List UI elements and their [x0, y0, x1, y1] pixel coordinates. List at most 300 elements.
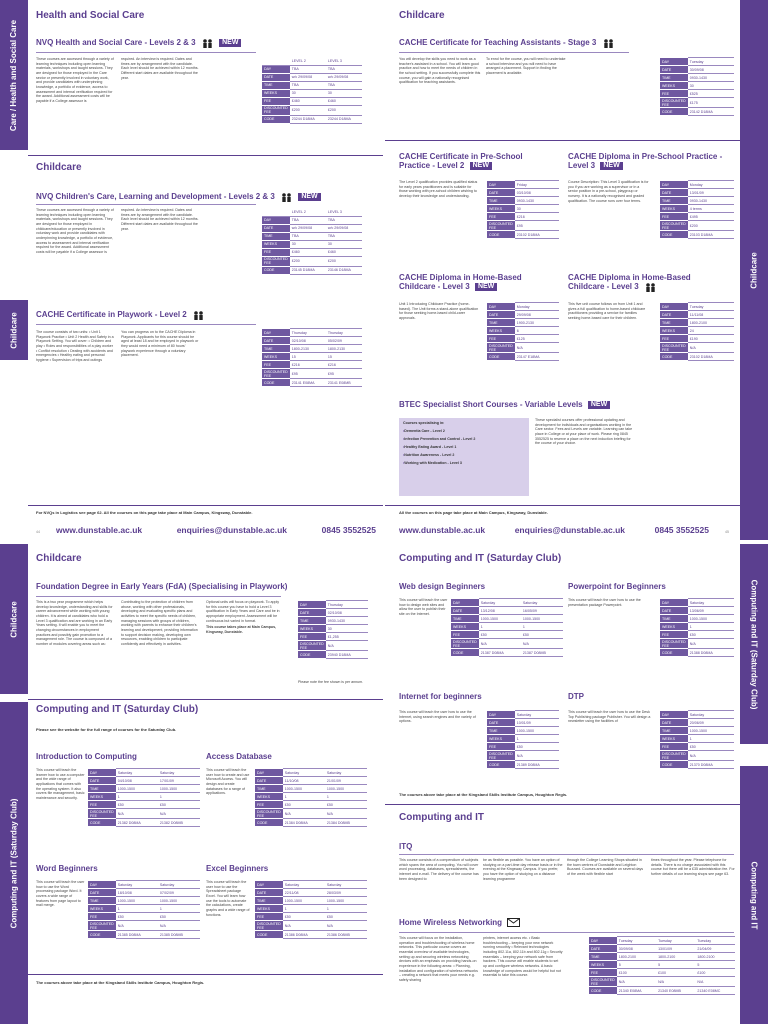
timetable-row [660, 727, 734, 735]
course-description: This course will teach the user how to design web sites and allow the user to publish their site on the Internet. [399, 598, 448, 617]
page-number: 45 [725, 530, 729, 534]
timetable-cell: Tuesday [617, 937, 656, 945]
timetable-row [298, 641, 368, 651]
timetable-row [487, 221, 559, 231]
timetable-cell: 13/06/09 [688, 607, 734, 615]
course-title: Powerpoint for Beginners [568, 582, 666, 591]
timetable-row-label: DAY [262, 65, 290, 73]
timetable-row [660, 58, 734, 66]
timetable-row-label: CODE [660, 231, 688, 239]
timetable-cell: 1800-2100 [617, 953, 656, 961]
timetable-row-label: FEE [660, 335, 688, 343]
timetable-cell: 29/09/08 [515, 311, 559, 319]
timetable-cell: 02/10/08 [290, 337, 326, 345]
timetable-row-label: TIME [88, 897, 116, 905]
timetable-row [255, 931, 367, 939]
timetable-row [262, 105, 362, 115]
timetable-cell: Thursday [290, 329, 326, 337]
timetable-row [487, 327, 559, 335]
course-description: This course will teach the user how to use the Spreadsheet package Excel. You will learn how use the tools to automate the calculations, create graphs and a wide range of functions. [206, 880, 250, 917]
course-title: Web design Beginners [399, 582, 486, 591]
timetable-cell: 30 [515, 205, 559, 213]
timetable-row-label: DAY [487, 181, 515, 189]
timetable-cell: £95 [515, 221, 559, 231]
timetable-row [660, 623, 734, 631]
timetable-row [88, 881, 200, 889]
timetable-cell: £50 [283, 913, 325, 921]
btec-list-item: • Infection Prevention and Control - Level 2 [403, 437, 525, 441]
timetable-cell: 21387 D08MB [521, 649, 563, 657]
course-description: You will develop the skills you need to work as a teacher's assistant in a school. You will learn good practice and how to meet the needs of children in the school setting. If you successfully complete this course, you will gain a nationally recognised qualification for teaching assistants. [399, 57, 481, 85]
timetable-cell: 21340 E08MB [656, 987, 695, 995]
timetable-row [451, 639, 563, 649]
course-title: CACHE Certificate in Playwork - Level 2 [36, 310, 236, 320]
course-title: CACHE Diploma in Home-Based Childcare - Level 3 [568, 273, 691, 292]
side-tab-computing: Computing and IT [740, 766, 768, 1024]
timetable-row [660, 761, 734, 769]
people-icon [192, 310, 205, 320]
timetable-row-label: FEE [262, 248, 290, 256]
course-description: be as flexible as possible. You have an option of studying on a part-time day release basis or in the evening at the Kingsway Campus. If you prefer, you have the option of studying on a distance learning programme [483, 858, 563, 881]
timetable-cell: Saturday [283, 881, 325, 889]
timetable [660, 57, 734, 116]
timetable-row [255, 905, 367, 913]
timetable-cell: 1 [158, 793, 200, 801]
timetable-row-label: FEE [487, 213, 515, 221]
timetable-row-label: DISCOUNTED FEE [90, 921, 114, 930]
timetable-row [660, 751, 734, 761]
people-icon [280, 192, 293, 202]
timetable-row [88, 913, 200, 921]
footer-contacts [56, 525, 376, 535]
timetable-cell: 15 [326, 353, 362, 361]
timetable-row-label: WEEKS [88, 905, 116, 913]
timetable-cell: £95 [290, 369, 326, 379]
timetable-row [589, 937, 735, 945]
timetable-row [660, 303, 734, 311]
timetable-cell: 1000-1500 [283, 897, 325, 905]
timetable-cell: 1 [521, 623, 563, 631]
timetable-cell: 10/01/09 [515, 719, 559, 727]
timetable-row-label: WEEKS [487, 327, 515, 335]
timetable-row [660, 631, 734, 639]
timetable-row [262, 240, 362, 248]
timetable-row-label: FEE [255, 913, 283, 921]
course-title: Internet for beginners [399, 692, 482, 701]
timetable-cell: Saturday [325, 881, 367, 889]
timetable-cell: 13/01/09 [656, 945, 695, 953]
timetable [255, 768, 367, 827]
timetable-row-label: CODE [589, 987, 617, 995]
footer-note: For NVQs in Logistics see page 62. All the courses on this page take place at Main Campus, Kingsway, Dunstable. [36, 510, 253, 515]
fda-text3: Optional units will focus on playwork. To apply for this course you have to hold a Level 3 qualification in Early Years and Care and be in appropriate employment. Assessment will be continuous but varied in format. [206, 600, 280, 623]
course-description: required. An interview is required. Dates and times are by arrangement with the candidate. Each level should be achieved within 12 months. Different start dates are available throughout the year. [121, 57, 199, 80]
page-top-left [0, 0, 383, 540]
timetable [298, 600, 368, 659]
course-description: This course will teach the learner how to use a computer and the wide range of applications that comes with the operating system. It also covers file management, basic maintenance and security. [36, 768, 85, 801]
side-tab-computing-saturday: Computing and IT (Saturday Club) [740, 544, 768, 744]
timetable-row [88, 809, 200, 819]
timetable-row-label: DISCOUNTED FEE [257, 809, 281, 818]
timetable-row-label: CODE [487, 353, 515, 361]
timetable-row [487, 311, 559, 319]
timetable-cell: 28/03/09 [325, 889, 367, 897]
timetable-row [660, 327, 734, 335]
timetable-row [487, 205, 559, 213]
timetable-row [660, 108, 734, 116]
timetable-row [255, 881, 367, 889]
timetable-cell: 30 [326, 89, 362, 97]
timetable-row-label: FEE [262, 361, 290, 369]
timetable-row [487, 719, 559, 727]
timetable-cell: 21385 D08MB [158, 931, 200, 939]
course-description: This course will teach the user how to use the Word processing package Word. It covers a wide range of features from page layout to mail merge. [36, 880, 85, 908]
timetable-cell: 0930-1430 [515, 197, 559, 205]
timetable-cell: Monday [515, 303, 559, 311]
timetable-cell: 17/01/09 [158, 777, 200, 785]
timetable-cell: 30 [326, 625, 368, 633]
timetable-row-label: DAY [451, 599, 479, 607]
timetable-cell: N/A [158, 921, 200, 931]
course-title: Excel Beginners [206, 864, 269, 873]
timetable-row [255, 793, 367, 801]
timetable-cell: Saturday [688, 599, 734, 607]
timetable [660, 710, 734, 769]
side-tab-childcare: Childcare [740, 0, 768, 540]
timetable-row [487, 181, 559, 189]
timetable-cell: 1000-1500 [283, 785, 325, 793]
course-title: Word Beginners [36, 864, 98, 873]
timetable-cell: Saturday [158, 881, 200, 889]
timetable-row-label: TIME [262, 81, 290, 89]
timetable-row [487, 743, 559, 751]
timetable-row [589, 953, 735, 961]
timetable-row [262, 345, 362, 353]
timetable-row-label: DISCOUNTED FEE [264, 106, 288, 114]
timetable-row-label: FEE [262, 97, 290, 105]
timetable-row-label: DISCOUNTED FEE [662, 639, 686, 648]
timetable-cell: 21389 D08MA [515, 761, 559, 769]
footer-contacts [399, 525, 709, 535]
timetable-cell: £216 [515, 213, 559, 221]
page-bottom-left [0, 544, 383, 1024]
timetable [262, 328, 362, 387]
timetable-cell: 13/12/08 [479, 607, 521, 615]
course-title: CACHE Diploma in Pre-School Practice - Level 3 NEW [568, 152, 723, 171]
timetable-row [660, 82, 734, 90]
timetable-cell: 30/09/08 [617, 945, 656, 953]
timetable-row [660, 711, 734, 719]
new-badge: NEW [588, 401, 610, 409]
timetable-cell: £50 [325, 801, 367, 809]
timetable-row [262, 337, 362, 345]
timetable-row-label: DAY [660, 181, 688, 189]
timetable-cell: 1900-2130 [515, 319, 559, 327]
timetable-cell: £460 [326, 97, 362, 105]
timetable-cell: 21340 E08MA [617, 987, 656, 995]
timetable-row [262, 248, 362, 256]
timetable-row-label: DAY [255, 769, 283, 777]
timetable-row [88, 785, 200, 793]
timetable-row [660, 319, 734, 327]
timetable-row-label: DISCOUNTED FEE [300, 641, 324, 650]
timetable-cell: N/A [283, 809, 325, 819]
timetable-cell: £200 [688, 221, 734, 231]
timetable-row-label: TIME [487, 197, 515, 205]
timetable-cell: 1 [116, 905, 158, 913]
timetable-cell: 6 [515, 327, 559, 335]
fda-location: This course takes place at Main Campus, Kingsway, Dunstable. [206, 625, 277, 635]
timetable-row [298, 601, 368, 609]
timetable-row [487, 727, 559, 735]
timetable-row-label: DISCOUNTED FEE [90, 809, 114, 818]
timetable-cell: £50 [688, 631, 734, 639]
timetable-row [660, 639, 734, 649]
side-tab-childcare: Childcare [0, 300, 28, 360]
timetable-cell: £50 [116, 913, 158, 921]
timetable-row [88, 801, 200, 809]
timetable-row [88, 931, 200, 939]
timetable-row-label: DAY [660, 303, 688, 311]
timetable-row-label: DISCOUNTED FEE [591, 977, 615, 986]
section-header: Computing and IT (Saturday Club) [399, 553, 562, 564]
timetable-row [660, 66, 734, 74]
footer-email-link[interactable]: enquiries@dunstable.ac.uk [514, 525, 626, 535]
timetable-cell: 1800-2100 [695, 953, 735, 961]
course-description: To enrol for the course, you will need to undertake a school interview and you will need to have arranged a placement. Support in finding the placement is available. [486, 57, 566, 76]
timetable-cell: £175 [688, 98, 734, 108]
timetable-row-label: WEEKS [451, 623, 479, 631]
timetable-row [88, 819, 200, 827]
timetable-cell: 23142 D18MA [688, 108, 734, 116]
timetable-row-label: DATE [660, 607, 688, 615]
timetable-cell: Tuesday [695, 937, 735, 945]
timetable-cell: £50 [116, 801, 158, 809]
subheader-note: Please see the website for the full range of courses for the Saturday Club. [36, 727, 177, 732]
timetable-row-label: DISCOUNTED FEE [662, 343, 686, 352]
timetable-cell: N/A [325, 921, 367, 931]
section-header: Childcare [36, 553, 82, 564]
footer-web-link[interactable]: www.dunstable.ac.uk [399, 525, 486, 535]
timetable-cell: 1000-1500 [325, 785, 367, 793]
timetable-cell: 0930-1430 [688, 197, 734, 205]
timetable-header-row [262, 208, 362, 216]
timetable [451, 598, 563, 657]
timetable [88, 880, 200, 939]
timetable-cell: N/A [515, 343, 559, 353]
timetable-row-label: WEEKS [660, 623, 688, 631]
timetable-row-label: CODE [262, 266, 290, 274]
timetable-cell: £200 [290, 105, 326, 115]
timetable-row-label: DATE [451, 607, 479, 615]
course-description: The Level 2 qualification provides qualified status for early years practitioners and is suitable for those working with pre-school children wishing to develop their knowledge and understanding. [399, 180, 478, 199]
timetable-cell: 15 [290, 353, 326, 361]
timetable-row [660, 615, 734, 623]
timetable-row-label: WEEKS [660, 205, 688, 213]
timetable-row-label: CODE [660, 649, 688, 657]
timetable-row [487, 319, 559, 327]
new-badge: NEW [470, 162, 492, 170]
timetable-cell: N/A [688, 343, 734, 353]
timetable-row-label: FEE [88, 801, 116, 809]
timetable-cell: 1000-1500 [521, 615, 563, 623]
timetable-cell: £525 [688, 90, 734, 98]
timetable-cell: w/c 29/09/08 [290, 224, 326, 232]
timetable-row-label: FEE [660, 743, 688, 751]
timetable-cell: £190 [688, 335, 734, 343]
timetable-cell: N/A [521, 639, 563, 649]
timetable-cell: 1000-1500 [688, 727, 734, 735]
timetable-cell: 03/10/08 [515, 189, 559, 197]
timetable-row-label: DISCOUNTED FEE [662, 98, 686, 107]
timetable-row-label: WEEKS [589, 961, 617, 969]
timetable-cell: £1,255 [326, 633, 368, 641]
timetable-row [660, 205, 734, 213]
timetable-cell: 21385 D08MA [116, 931, 158, 939]
timetable-row [255, 889, 367, 897]
timetable-row-label: CODE [660, 353, 688, 361]
timetable [487, 302, 559, 361]
timetable-cell: 13/01/09 [688, 189, 734, 197]
section-header: Childcare [399, 10, 445, 21]
timetable-row-label: DATE [255, 777, 283, 785]
timetable-row-label: WEEKS [88, 793, 116, 801]
timetable-row [255, 809, 367, 819]
timetable-row-label: CODE [487, 231, 515, 239]
timetable [255, 880, 367, 939]
section-header: Childcare [36, 162, 82, 173]
people-icon [201, 38, 214, 48]
timetable-cell: TBA [290, 65, 326, 73]
timetable-cell: 5 [617, 961, 656, 969]
timetable-row [255, 819, 367, 827]
timetable-row [487, 735, 559, 743]
timetable-cell: N/A [515, 751, 559, 761]
timetable-cell: 21387 D08MA [479, 649, 521, 657]
timetable-cell: £50 [158, 913, 200, 921]
timetable-row-label: DAY [487, 711, 515, 719]
timetable-cell: N/A [688, 639, 734, 649]
timetable-row [487, 231, 559, 239]
course-title: Foundation Degree in Early Years (FdA) (Specialising in Playwork) [36, 582, 288, 591]
timetable [487, 180, 559, 239]
timetable-row [262, 361, 362, 369]
timetable-row [451, 623, 563, 631]
timetable-row-label: CODE [660, 108, 688, 116]
timetable-row-label: WEEKS [660, 735, 688, 743]
timetable-cell: 1 [283, 793, 325, 801]
timetable-cell: Thursday [326, 329, 362, 337]
timetable-cell: 24 [688, 327, 734, 335]
timetable-row-label: DATE [262, 73, 290, 81]
btec-list-item: • Nutrition Awareness - Level 2 [403, 453, 525, 457]
course-title: Introduction to Computing [36, 752, 137, 761]
timetable-cell: 23103 D18MA [688, 231, 734, 239]
timetable-cell: Saturday [283, 769, 325, 777]
timetable-row-label: FEE [660, 213, 688, 221]
timetable-row-label: DAY [262, 216, 290, 224]
timetable-cell: 1000-1500 [479, 615, 521, 623]
timetable-cell: 0930-1430 [688, 74, 734, 82]
course-title: BTEC Specialist Short Courses - Variable Levels NEW [399, 400, 679, 409]
timetable-cell: 04/10/08 [116, 777, 158, 785]
page-bottom-right [385, 544, 768, 1024]
timetable-row-label: WEEKS [298, 625, 326, 633]
timetable-row [487, 711, 559, 719]
course-title: NVQ Children's Care, Learning and Development - Levels 2 & 3 NEW [36, 192, 336, 202]
timetable-cell: Thursday [326, 601, 368, 609]
timetable [262, 208, 362, 275]
side-tab-care: Care / Health and Social Care [0, 0, 28, 150]
footer-phone: 0845 3552525 [321, 525, 376, 535]
timetable-cell: TBA [326, 65, 362, 73]
new-badge: NEW [298, 193, 320, 201]
timetable-cell: N/A [283, 921, 325, 931]
timetable-row-label: DATE [589, 945, 617, 953]
timetable-row-label: DATE [262, 337, 290, 345]
timetable-cell: £200 [290, 256, 326, 266]
timetable-corner [262, 57, 290, 65]
course-description: These specialist courses offer professional updating and development for individuals and organisations working in the Care sector. Fees and Levels are variable. Learning can take place in College or at your place of work. Please ring 0845 3552525 to reserve a place on the next induction briefing for the course of your choice. [535, 418, 633, 446]
timetable-row-label: CODE [298, 651, 326, 659]
timetable-row [660, 197, 734, 205]
timetable-row-label: DATE [298, 609, 326, 617]
timetable-row [88, 897, 200, 905]
timetable-row [660, 353, 734, 361]
course-title: DTP [568, 692, 584, 701]
timetable-cell: 1 [688, 623, 734, 631]
timetable-row [660, 213, 734, 221]
timetable-row-label: DISCOUNTED FEE [453, 639, 477, 648]
timetable-cell: 23102 D18MA [688, 353, 734, 361]
timetable-col-header: LEVEL 2 [290, 57, 326, 65]
timetable-row [660, 607, 734, 615]
timetable-cell: £460 [290, 97, 326, 105]
timetable-cell: 23146 D18MA [326, 266, 362, 274]
timetable-row [660, 719, 734, 727]
timetable-cell: 23141 E08MB [326, 379, 362, 387]
course-title: CACHE Certificate for Teaching Assistants - Stage 3 [399, 38, 699, 48]
timetable-cell: £495 [688, 213, 734, 221]
timetable-cell: Tuesday [688, 303, 734, 311]
timetable-row [660, 735, 734, 743]
timetable-cell: w/c 29/09/08 [290, 73, 326, 81]
timetable-row [660, 649, 734, 657]
timetable-row [660, 90, 734, 98]
timetable-cell: 23244 D18MA [290, 115, 326, 123]
timetable-row-label: TIME [660, 727, 688, 735]
timetable-cell: £200 [326, 105, 362, 115]
footer-email-link[interactable]: enquiries@dunstable.ac.uk [176, 525, 288, 535]
timetable-cell: 23102 D18MA [515, 231, 559, 239]
timetable-row-label: TIME [262, 232, 290, 240]
timetable-row [660, 599, 734, 607]
timetable-row [88, 777, 200, 785]
timetable-cell: 4 terms [688, 205, 734, 213]
timetable-row-label: DATE [660, 719, 688, 727]
course-description: You can progress on to the CACHE Diploma in Playwork. Applicants for this course should be aged at least 18 and be employed in playwork or they would need a minimum of 80 hours' playwork experience through a voluntary placement. [121, 330, 199, 358]
timetable-cell: TBA [290, 81, 326, 89]
timetable-cell: 21386 D08MB [325, 931, 367, 939]
timetable-row [298, 609, 368, 617]
footer-web-link[interactable]: www.dunstable.ac.uk [56, 525, 143, 535]
timetable-cell: 21340 E08MC [695, 987, 735, 995]
course-description: This is a two year programme which helps develop knowledge, understanding and skills for career advancement while working with young children. It is aimed at candidates who hold a Level 3 qualification and are working in an Early Years setting. It will enable you to meet the changing circumstances in employment practices and possibly gain promotion to a management role. The course is composed of a number of modules covering areas such as: [36, 600, 113, 647]
timetable-cell: TBA [326, 81, 362, 89]
timetable-row [487, 213, 559, 221]
timetable-cell: 21386 D08MA [283, 931, 325, 939]
timetable-row [660, 343, 734, 353]
